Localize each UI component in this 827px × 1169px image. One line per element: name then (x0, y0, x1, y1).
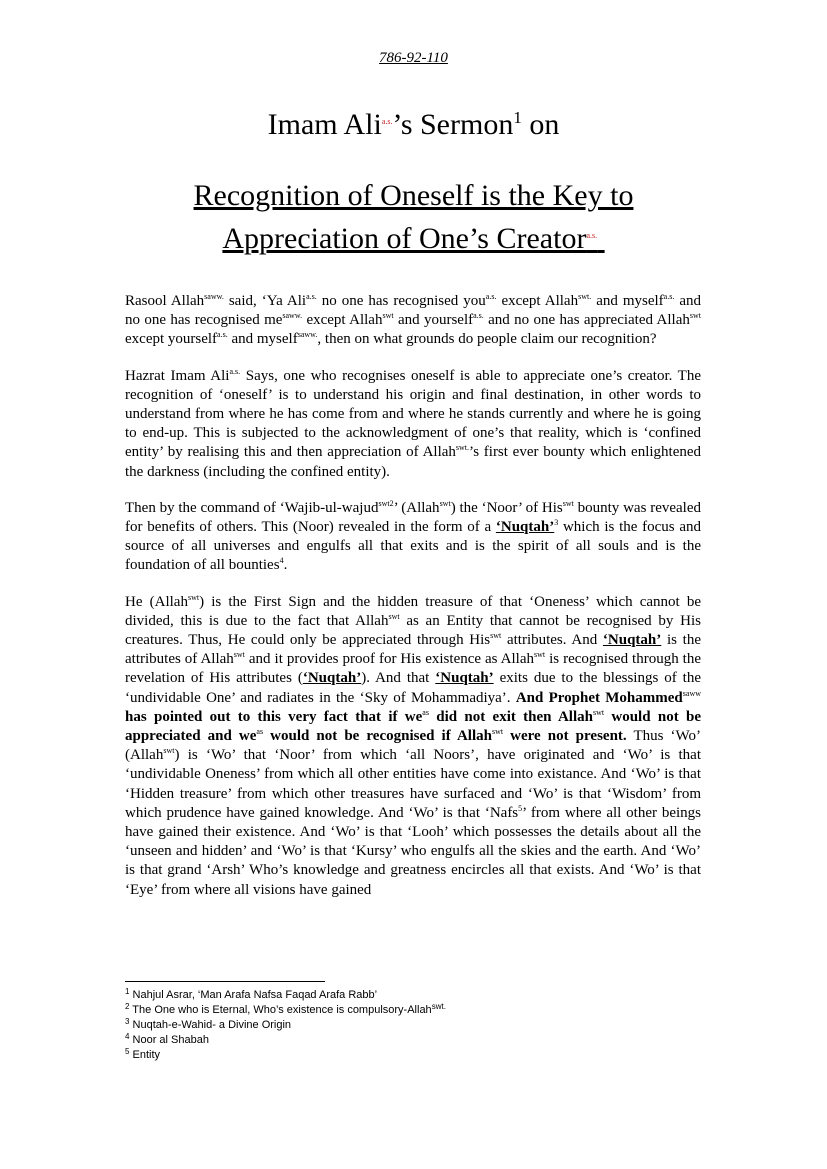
footnote-superscript: swt. (431, 1002, 446, 1011)
footnote-text: Nahjul Asrar, ‘Man Arafa Nafsa Faqad Arafa Rabb’ (129, 989, 378, 1001)
title-text: on (521, 108, 560, 141)
superscript: saww. (204, 292, 224, 301)
footnote (125, 988, 701, 1003)
text-run: is recognised through the revelation of His attributes ( (125, 651, 702, 687)
footnote-number: 5 (125, 1047, 130, 1056)
subtitle-line: Recognition of Oneself is the Key to (193, 179, 634, 212)
text-run: ). And that (361, 670, 436, 687)
superscript: as (256, 727, 264, 737)
text-run: and no one has appreciated Allah (483, 312, 690, 329)
paragraph (125, 367, 701, 482)
footnotes (125, 988, 701, 1063)
superscript: swt (490, 631, 502, 641)
bold-text: did not exit then Allah (428, 708, 593, 725)
footnote-number: 3 (125, 1017, 130, 1026)
text-run: , then on what grounds do people claim our recognition? (317, 331, 657, 348)
superscript: as (422, 707, 429, 717)
text-run: Then by the command of ‘Wajib-ul-wajud (125, 499, 379, 516)
superscript: a.s. (229, 366, 241, 376)
title-text: ’s Sermon (392, 108, 514, 141)
bold-text: has pointed out to this very fact that if we (125, 708, 423, 725)
bold-underlined-text: ‘Nuqtah’ (602, 632, 662, 649)
text-run: Rasool Allah (125, 293, 205, 309)
footnote-text: Entity (129, 1049, 161, 1061)
superscript: swt (562, 498, 574, 508)
paragraph (125, 292, 701, 350)
bold-text: And Prophet Mohammed (515, 689, 683, 706)
footnote (125, 1003, 701, 1018)
superscript: swt (388, 611, 400, 621)
text-run: bounty was revealed for benefits of others. This (Noor) revealed in the form of a (125, 499, 701, 536)
bold-text: were not present. (503, 728, 627, 745)
text-run: attributes. And (501, 632, 603, 649)
superscript: swt (163, 746, 175, 756)
footnote-number: 2 (125, 1002, 130, 1011)
superscript: saww (682, 688, 701, 698)
footnote-number: 4 (125, 1032, 130, 1041)
text-run: Thus ‘Wo’ (Allah (125, 728, 701, 764)
footnote-text: The One who is Eternal, Who’s existence is compulsory-Allah (129, 1004, 432, 1016)
text-run: no one has recognised you (316, 293, 486, 309)
text-run: ’ from where all other beings have gained their existence. And ‘Wo’ is that ‘Looh’ which possesses the details about all the ‘unseen and hidden’ and ‘Wo’ is that ‘Kursy’ who engulfs all the skies and the earth. And ‘Wo’ is that grand ‘Arsh’ Who’s knowledge and greatness encircles all that exists. And ‘Wo’ is that ‘Eye’ from where all visions have gained (125, 804, 701, 898)
page-title (0, 98, 827, 145)
text-run: He (Allah (125, 593, 188, 610)
superscript: swt2 (378, 498, 394, 508)
text-run: and yourself (393, 312, 474, 329)
superscript: saww. (297, 330, 318, 340)
superscript: a.s. (663, 292, 675, 301)
text-run: ’s first ever bounty which enlightened the darkness (including the confined entity). (125, 444, 702, 480)
footnote-text: Nuqtah-e-Wahid- a Divine Origin (129, 1019, 292, 1031)
superscript: swt (689, 311, 701, 321)
text-run: Hazrat Imam Ali (125, 367, 230, 384)
footnote (125, 1033, 701, 1048)
text-run: ’ (Allah (393, 499, 440, 516)
footnote (125, 1018, 701, 1033)
title-footnote-marker: 1 (513, 108, 522, 127)
superscript: a.s. (306, 292, 317, 301)
superscript: a.s. (485, 292, 497, 301)
text-run: ) the ‘Noor’ of His (450, 499, 563, 516)
text-run: . (283, 557, 288, 574)
text-run: is the attributes of Allah (125, 632, 701, 668)
superscript: swt. (455, 443, 470, 453)
page-subtitle (0, 176, 827, 259)
text-run: exits due to the blessings of the ‘undividable One’ and radiates in the ‘Sky of Mohammadiya’. (125, 670, 701, 706)
superscript: a.s. (473, 311, 484, 321)
text-run: and it provides proof for His existence as Allah (244, 651, 534, 668)
bold-underlined-text: ‘Nuqtah’ (435, 670, 494, 687)
reference-number: 786-92-110 (379, 50, 448, 66)
superscript: swt (382, 311, 394, 321)
text-run: ) is ‘Wo’ that ‘Noor’ from which ‘all Noors’, have originated and ‘Wo’ is that ‘undividable Oneness’ from which all other entities have come into existance. And ‘Wo’ is that ‘Hidden treasure’ from which other treasures have surfaced and ‘Wo’ is that ‘Wisdom’ from which prudence have gained knowledge. And ‘Wo’ is that ‘Nafs (125, 747, 701, 821)
text-run: except Allah (302, 312, 383, 329)
subtitle-honorific: a.s. (586, 231, 598, 240)
superscript: a.s. (217, 330, 228, 340)
superscript: swt (491, 727, 504, 737)
footnote-divider (125, 981, 325, 982)
superscript: swt (534, 650, 546, 660)
text-run: except yourself (125, 331, 218, 348)
text-run: except Allah (496, 293, 579, 309)
superscript: 3 (554, 518, 559, 528)
text-run: which is the focus and source of all universes and engulfs all that exits and is the spirit of all souls and is the foundation of all bounties (125, 519, 702, 574)
text-run: Says, one who recognises oneself is able to appreciate one’s creator. The recognition of ‘oneself’ is to understand his origin and final destination, in other words to understand from where he has come from and where he stands currently and where he is going to end-up. This is subjected to the acknowledgment of one’s that reality, which is ‘confined entity’ by realising this and then appreciation of Allah (125, 367, 701, 461)
superscript: swt (233, 650, 245, 660)
superscript: 4 (279, 556, 284, 566)
footnote (125, 1048, 701, 1063)
superscript: swt (439, 498, 451, 508)
superscript: swt (592, 707, 605, 717)
footnote-text: Noor al Shabah (129, 1034, 209, 1046)
text-run: and no one has recognised me (125, 293, 701, 329)
bold-text: would not be appreciated and we (125, 708, 701, 745)
bold-underlined-text: ‘Nuqtah’ (302, 670, 362, 687)
superscript: 5 (518, 803, 523, 813)
paragraph (125, 593, 701, 900)
bold-underlined-text: ‘Nuqtah’ (495, 519, 555, 536)
text-run: as an Entity that cannot be recognised by His creatures. Thus, He could only be appreciated through His (125, 612, 701, 649)
text-run: said, ‘Ya Ali (223, 293, 307, 309)
text-run: and myself (227, 331, 298, 348)
body-text (125, 292, 701, 917)
text-run: and myself (591, 293, 664, 309)
paragraph (125, 499, 701, 576)
bold-text: would not be recognised if Allah (263, 728, 492, 745)
subtitle-line: Appreciation of One’s Creator (222, 222, 587, 255)
title-text: Imam Ali (267, 108, 382, 141)
superscript: swt. (578, 292, 592, 301)
text-run: ) is the First Sign and the hidden treasure of that ‘Oneness’ which cannot be divided, this is due to the fact that Allah (125, 593, 702, 629)
title-honorific: a.s. (381, 117, 393, 126)
superscript: saww. (282, 311, 303, 321)
footnote-number: 1 (125, 987, 130, 996)
superscript: swt (187, 592, 200, 602)
